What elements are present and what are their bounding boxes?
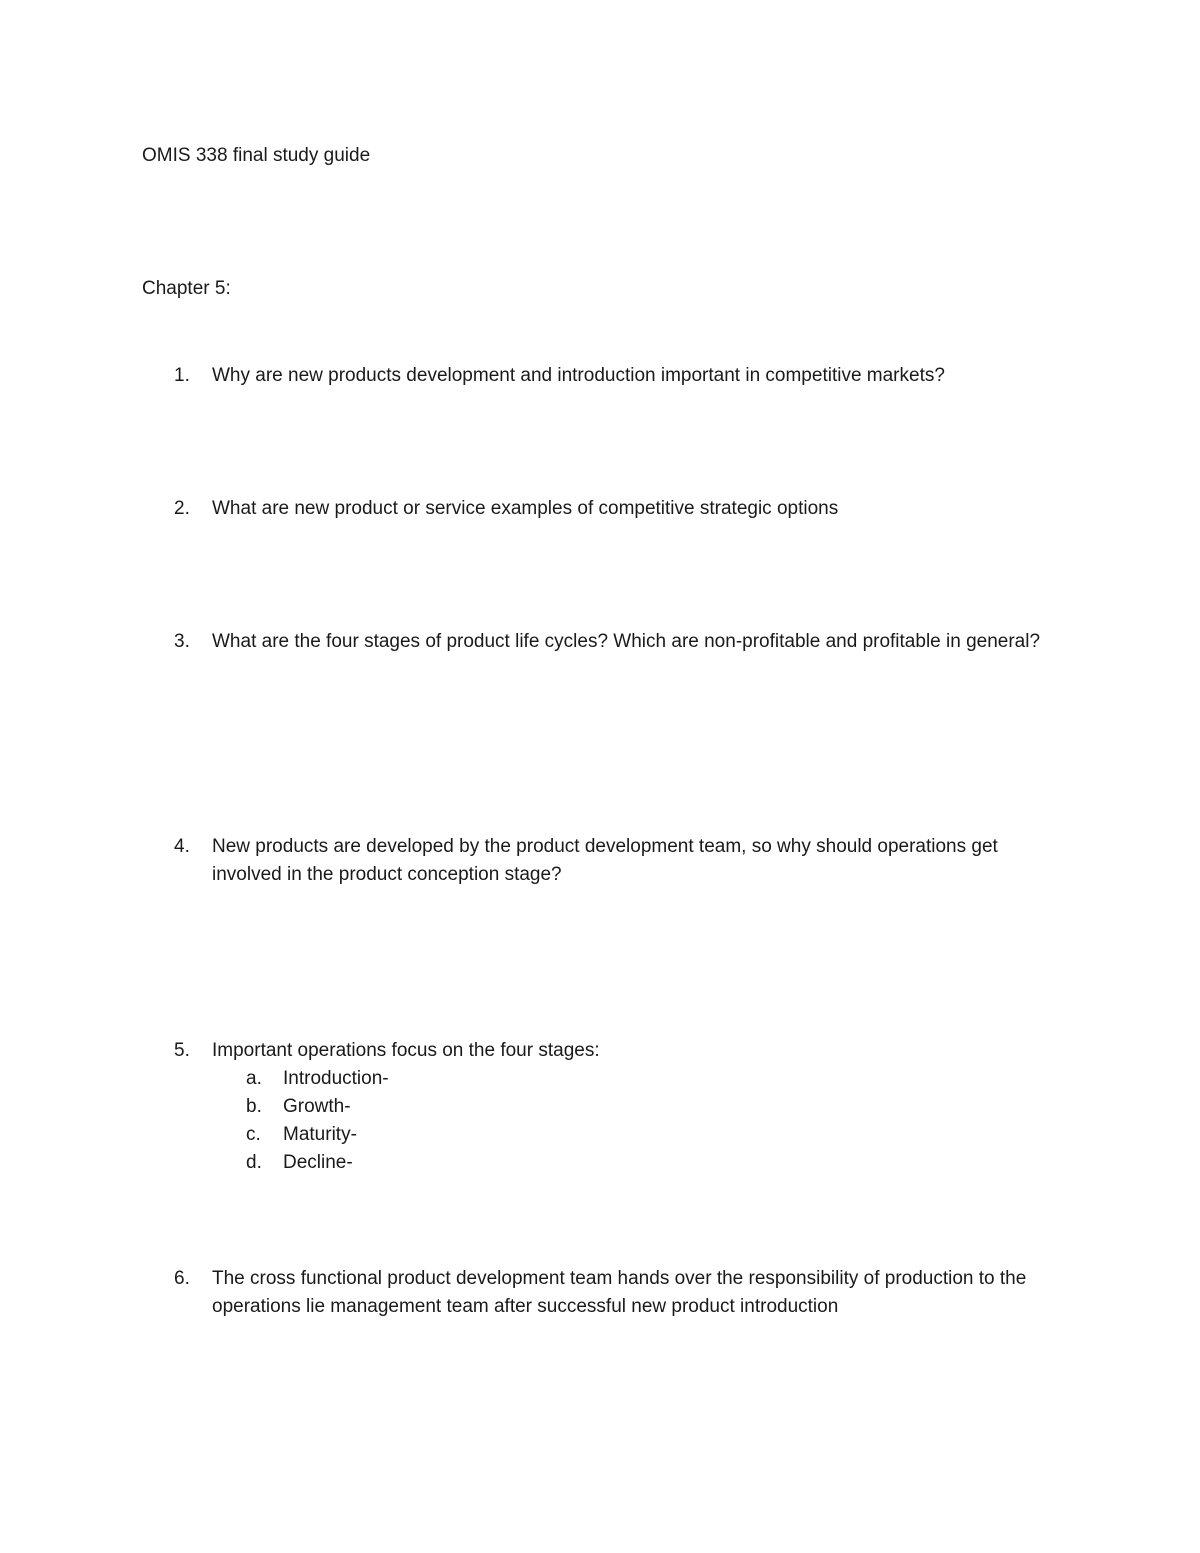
question-item — [142, 1265, 1062, 1321]
question-item — [142, 833, 1062, 889]
question-text: The cross functional product development team hands over the responsibility of production to the operations lie management team after successful new product introduction — [212, 1268, 1027, 1317]
question-number: 1. — [174, 365, 190, 386]
sub-item-text: Decline- — [283, 1152, 353, 1173]
sub-item-text: Maturity- — [283, 1124, 357, 1145]
sub-item-letter: d. — [246, 1152, 262, 1173]
question-number: 4. — [174, 836, 190, 857]
question-text: New products are developed by the product development team, so why should operations get involved in the product conception stage? — [212, 836, 998, 885]
sub-list-item — [212, 1121, 1062, 1149]
sub-list-item — [212, 1065, 1062, 1093]
question-number: 3. — [174, 631, 190, 652]
question-text: Why are new products development and introduction important in competitive markets? — [212, 365, 945, 386]
sub-item-letter: a. — [246, 1068, 262, 1089]
question-number: 2. — [174, 498, 190, 519]
document-title: OMIS 338 final study guide — [142, 145, 371, 166]
sub-item-text: Introduction- — [283, 1068, 389, 1089]
sub-list — [212, 1065, 1062, 1177]
chapter-heading: Chapter 5: — [142, 278, 231, 299]
question-item — [142, 362, 1062, 390]
sub-item-text: Growth- — [283, 1096, 351, 1117]
question-number: 5. — [174, 1040, 190, 1061]
question-item — [142, 628, 1062, 656]
question-item — [142, 1037, 1062, 1177]
sub-item-letter: b. — [246, 1096, 262, 1117]
question-text: Important operations focus on the four stages: — [212, 1040, 600, 1061]
question-text: What are the four stages of product life cycles? Which are non-profitable and profitable in general? — [212, 631, 1041, 652]
question-number: 6. — [174, 1268, 190, 1289]
sub-item-letter: c. — [246, 1124, 261, 1145]
question-item — [142, 495, 1062, 523]
sub-list-item — [212, 1149, 1062, 1177]
question-text: What are new product or service examples of competitive strategic options — [212, 498, 839, 519]
sub-list-item — [212, 1093, 1062, 1121]
